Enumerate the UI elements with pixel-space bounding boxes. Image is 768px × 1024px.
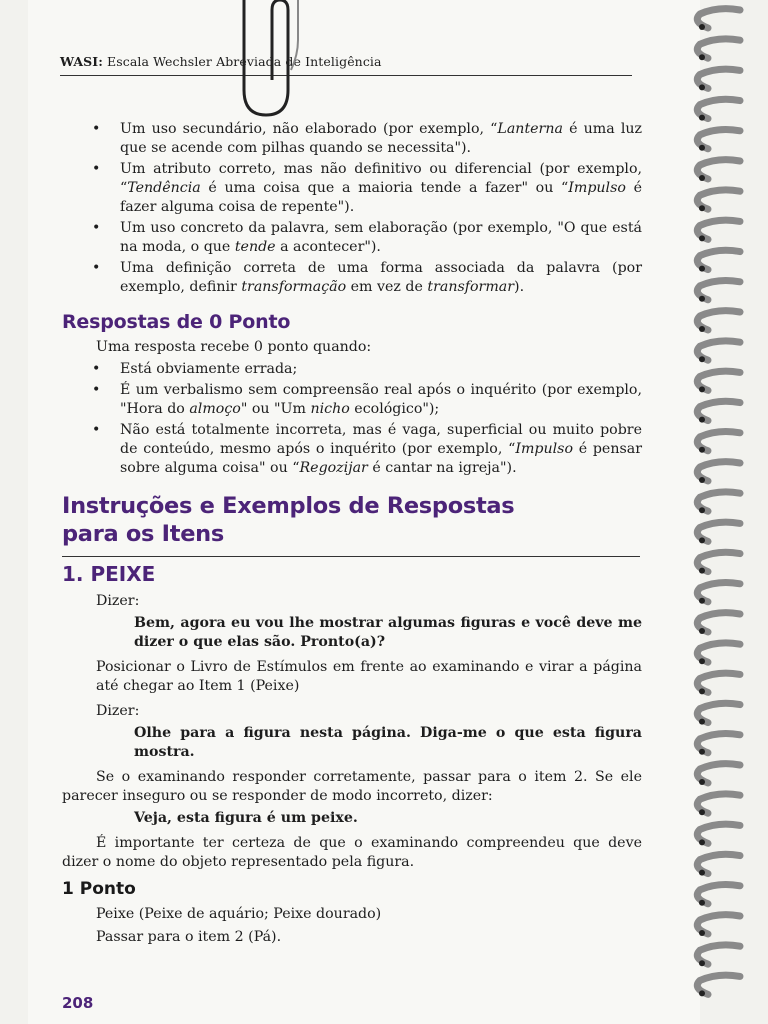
top-bullet-3: • Um uso concreto da palavra, sem elaboração (por exemplo, "O que está na moda, o que tende a acontecer"). xyxy=(92,220,642,255)
zero-intro: Uma resposta recebe 0 ponto quando: xyxy=(96,339,372,355)
binding-hole xyxy=(699,839,705,845)
spiral-binding xyxy=(688,0,768,1024)
binding-hole xyxy=(699,809,705,815)
heading-respostas-0: Respostas de 0 Ponto xyxy=(62,311,291,333)
section-heading xyxy=(62,492,642,548)
top-bullet-2: • Um atributo correto, mas não definitivo ou diferencial (por exemplo, “Tendência é uma coisa que a maioria tende a fazer" ou “Impulso é fazer alguma coisa de repente"). xyxy=(92,161,643,215)
binding-hole xyxy=(699,719,705,725)
binding-hole xyxy=(699,266,705,272)
binding-hole xyxy=(699,235,705,241)
page-number: 208 xyxy=(62,994,94,1012)
binding-hole xyxy=(699,84,705,90)
binding-hole xyxy=(699,688,705,694)
bullet-dot-icon: • xyxy=(92,422,101,438)
bullet-dot-icon: • xyxy=(92,121,101,137)
binding-hole xyxy=(699,598,705,604)
binding-hole xyxy=(699,24,705,30)
binding-hole xyxy=(699,779,705,785)
zero-bullet-2: • É um verbalismo sem compreensão real após o inquérito (por exemplo, "Hora do almoço" ou "Um nicho ecológico"); xyxy=(92,382,642,417)
bullet-list-zero xyxy=(62,360,642,478)
binding-hole xyxy=(699,386,705,392)
paper-clip-icon xyxy=(236,0,306,120)
binding-hole xyxy=(699,537,705,543)
binding-hole xyxy=(699,356,705,362)
binding-hole xyxy=(699,205,705,211)
bullet-dot-icon: • xyxy=(92,361,101,377)
binding-hole xyxy=(699,658,705,664)
instruction-2: Se o examinando responder corretamente, passar para o item 2. Se ele parecer inseguro ou se responder de modo incorreto, dizer: xyxy=(62,769,642,804)
item-title: 1. PEIXE xyxy=(62,562,156,586)
content xyxy=(62,120,642,950)
binding-hole xyxy=(699,900,705,906)
binding-hole xyxy=(699,990,705,996)
bullet-dot-icon: • xyxy=(92,260,101,276)
binding-hole xyxy=(699,930,705,936)
top-bullet-4: • Uma definição correta de uma forma associada da palavra (por exemplo, definir transformação em vez de transformar). xyxy=(92,260,642,295)
score-heading: 1 Ponto xyxy=(62,879,136,899)
binding-hole xyxy=(699,870,705,876)
say-text-2: Olhe para a figura nesta página. Diga-me o que esta figura mostra. xyxy=(134,725,642,760)
binding-hole xyxy=(699,296,705,302)
bullet-dot-icon: • xyxy=(92,161,101,177)
score-answers: Peixe (Peixe de aquário; Peixe dourado) xyxy=(96,906,382,922)
binding-hole xyxy=(699,568,705,574)
bullet-dot-icon: • xyxy=(92,382,101,398)
header-title: Escala Wechsler Abreviada de Inteligência xyxy=(107,54,382,69)
binding-hole xyxy=(699,115,705,121)
section-rule xyxy=(62,556,640,557)
say-text-1: Bem, agora eu vou lhe mostrar algumas figuras e você deve me dizer o que elas são. Pronto(a)? xyxy=(134,615,642,650)
section-heading-line1: Instruções e Exemplos de Respostas xyxy=(62,493,515,519)
running-header xyxy=(60,54,382,69)
header-abbr: WASI: xyxy=(60,54,103,69)
next-item-note: Passar para o item 2 (Pá). xyxy=(96,929,282,945)
binding-hole xyxy=(699,54,705,60)
instruction-1: Posicionar o Livro de Estímulos em frente ao examinando e virar a página até chegar ao Item 1 (Peixe) xyxy=(96,659,642,694)
binding-hole xyxy=(699,145,705,151)
bullet-dot-icon: • xyxy=(92,220,101,236)
binding-hole xyxy=(699,507,705,513)
zero-bullet-3: • Não está totalmente incorreta, mas é vaga, superficial ou muito pobre de conteúdo, mesmo após o inquérito (por exemplo, “Impulso é pensar sobre alguma coisa" ou “Regozijar é cantar na igreja"). xyxy=(92,422,642,476)
binding-hole xyxy=(699,477,705,483)
binding-hole xyxy=(699,417,705,423)
binding-hole xyxy=(699,749,705,755)
section-heading-line2: para os Itens xyxy=(62,521,224,547)
top-bullet-1: • Um uso secundário, não elaborado (por exemplo, “Lanterna é uma luz que se acende com pilhas quando se necessita"). xyxy=(92,121,642,156)
binding-hole xyxy=(699,175,705,181)
zero-bullet-1: • Está obviamente errada; xyxy=(92,361,298,377)
binding-hole xyxy=(699,628,705,634)
say-text-3: Veja, esta figura é um peixe. xyxy=(134,810,358,826)
binding-hole xyxy=(699,960,705,966)
binding-hole xyxy=(699,447,705,453)
header-rule xyxy=(60,75,632,76)
dizer-label-1: Dizer: xyxy=(96,593,140,609)
instruction-3: É importante ter certeza de que o examinando compreendeu que deve dizer o nome do objeto representado pela figura. xyxy=(62,835,642,870)
bullet-list-top xyxy=(62,120,642,297)
dizer-label-2: Dizer: xyxy=(96,703,140,719)
binding-hole xyxy=(699,326,705,332)
